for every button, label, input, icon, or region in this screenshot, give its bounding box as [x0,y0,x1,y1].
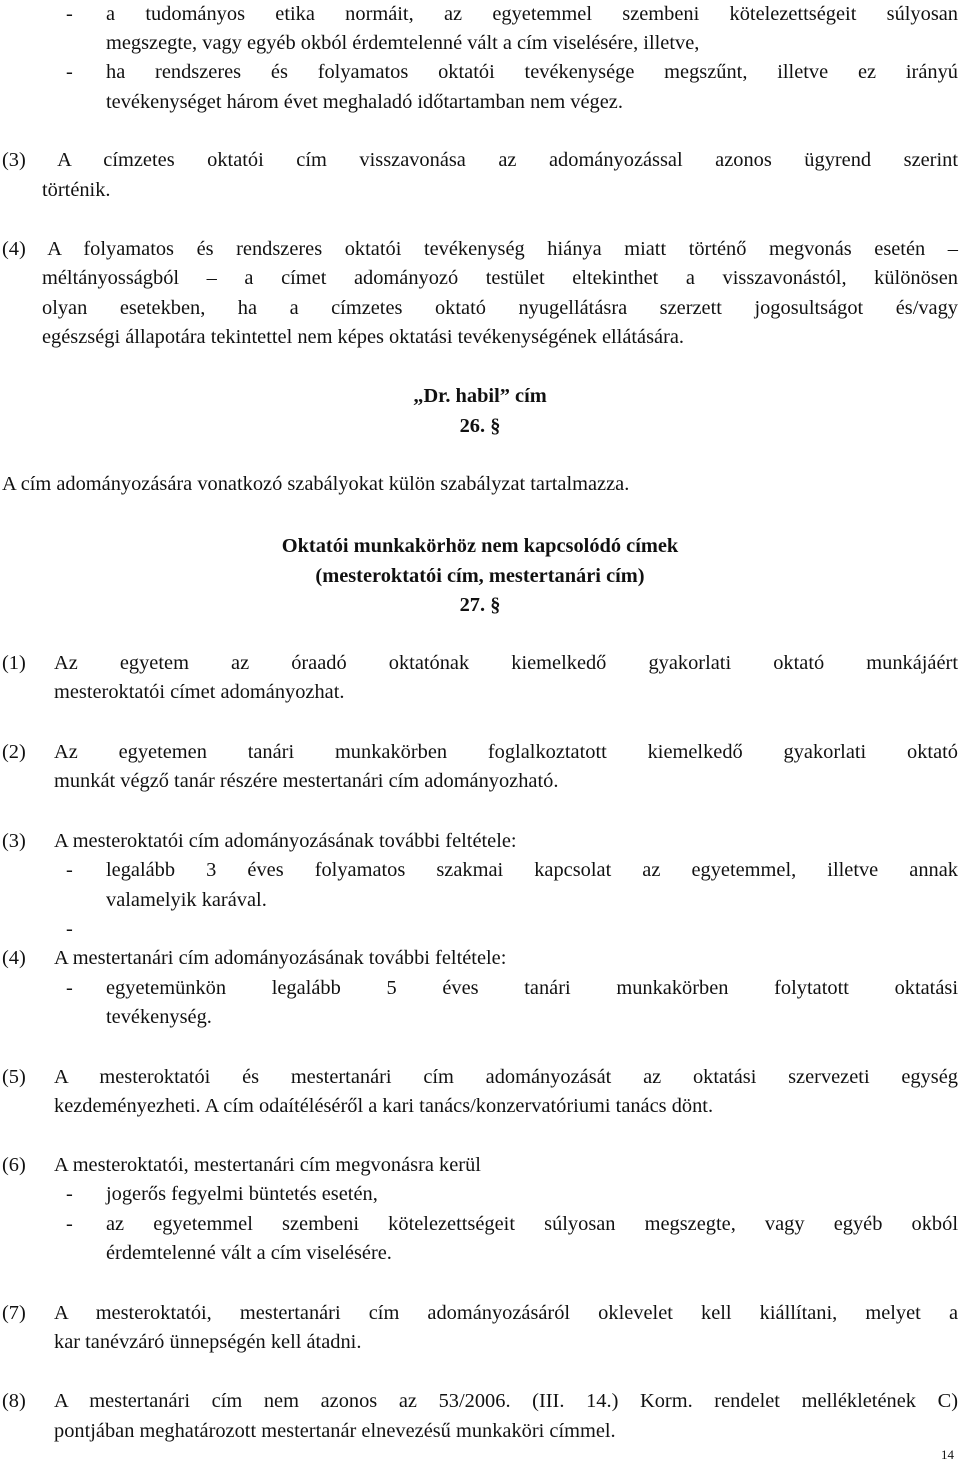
bullet-text: érdemtelenné vált a cím viselésére. [106,1242,392,1264]
bullet-dash: - [66,918,73,940]
paragraph-text: A cím adományozására vonatkozó szabályokat külön szabályzat tartalmazza. [2,473,630,495]
item-text: A mesteroktatói cím adományozásának további feltétele: [54,830,517,852]
bullet-text: legalább 3 éves folyamatos szakmai kapcsolat az egyetemmel, illetve annak [106,859,958,881]
item-text: A mesteroktatói, mestertanári cím adományozásáról oklevelet kell kiállítani, melyet a [54,1302,958,1324]
item-number: (6) [2,1154,26,1176]
item-text: A mestertanári cím nem azonos az 53/2006. (III. 14.) Korm. rendelet mellékletének C) [54,1390,958,1412]
paragraph-text: olyan esetekben, ha a címzetes oktató nyugellátásra szerzett jogosultságot és/vagy [42,297,958,319]
section-number-text: 27. [459,594,486,616]
section-subtitle: (mesteroktatói cím, mestertanári cím) [315,565,645,587]
item-text: kar tanévzáró ünnepségén kell átadni. [54,1331,362,1353]
bullet-dash: - [66,1183,73,1205]
bullet-text: egyetemünkön legalább 5 éves tanári munkakörben folytatott oktatási [106,977,958,999]
item-number: (4) [2,947,26,969]
item-number: (8) [2,1390,26,1412]
bullet-text: valamelyik karával. [106,889,267,911]
item-text: kezdeményezheti. A cím odaítéléséről a kari tanács/konzervatóriumi tanács dönt. [54,1095,714,1117]
bullet-dash: - [66,61,73,83]
bullet-dash: - [66,977,73,999]
section-sign-icon: § [490,594,501,616]
page-number: 14 [941,1447,954,1462]
bullet-text: megszegte, vagy egyéb okból érdemtelenné vált a cím viselésére, illetve, [106,32,700,54]
section-sign-icon: § [490,415,501,437]
item-number: (3) [2,830,26,852]
section-title: „Dr. habil” cím [413,385,547,407]
item-text: A mestertanári cím adományozásának további feltétele: [54,947,507,969]
item-number: (7) [2,1302,26,1324]
item-number: (5) [2,1066,26,1088]
item-text: pontjában meghatározott mestertanár elnevezésű munkaköri címmel. [54,1420,616,1442]
item-text: A mesteroktatói, mestertanári cím megvonásra kerül [54,1154,481,1176]
paragraph-text: egészségi állapotára tekintettel nem képes oktatási tevékenységének ellátására. [42,326,685,348]
bullet-dash: - [66,3,73,25]
item-text: munkát végző tanár részére mestertanári cím adományozható. [54,770,559,792]
paragraph-text: (3) A címzetes oktatói cím visszavonása az adományozással azonos ügyrend szerint [2,149,958,171]
item-text: Az egyetemen tanári munkakörben foglalkoztatott kiemelkedő gyakorlati oktató [54,741,958,763]
paragraph-text: (4) A folyamatos és rendszeres oktatói tevékenység hiánya miatt történő megvonás esetén – [2,238,958,260]
bullet-text: a tudományos etika normáit, az egyetemmel szembeni kötelezettségeit súlyosan [106,3,958,25]
bullet-text: tevékenység. [106,1006,212,1028]
paragraph-text: történik. [42,179,111,201]
bullet-dash: - [66,859,73,881]
bullet-dash: - [66,1213,73,1235]
item-number: (1) [2,652,26,674]
bullet-text: az egyetemmel szembeni kötelezettségeit súlyosan megszegte, vagy egyéb okból [106,1213,958,1235]
section-title: Oktatói munkakörhöz nem kapcsolódó címek [281,535,679,557]
item-number: (2) [2,741,26,763]
section-number [0,412,960,441]
section-number-text: 26. [459,415,486,437]
item-text: mesteroktatói címet adományozhat. [54,681,345,703]
paragraph-text: méltányosságból – a címet adományozó testület eltekinthet a visszavonástól, különösen [42,267,958,289]
item-text: Az egyetem az óraadó oktatónak kiemelkedő gyakorlati oktató munkájáért [54,652,958,674]
bullet-text: tevékenységet három évet meghaladó időtartamban nem végez. [106,91,623,113]
bullet-text: jogerős fegyelmi büntetés esetén, [106,1183,378,1205]
section-number [0,591,960,620]
item-text: A mesteroktatói és mestertanári cím adományozását az oktatási szervezeti egység [54,1066,958,1088]
bullet-text: ha rendszeres és folyamatos oktatói tevékenysége megszűnt, illetve ez irányú [106,61,958,83]
